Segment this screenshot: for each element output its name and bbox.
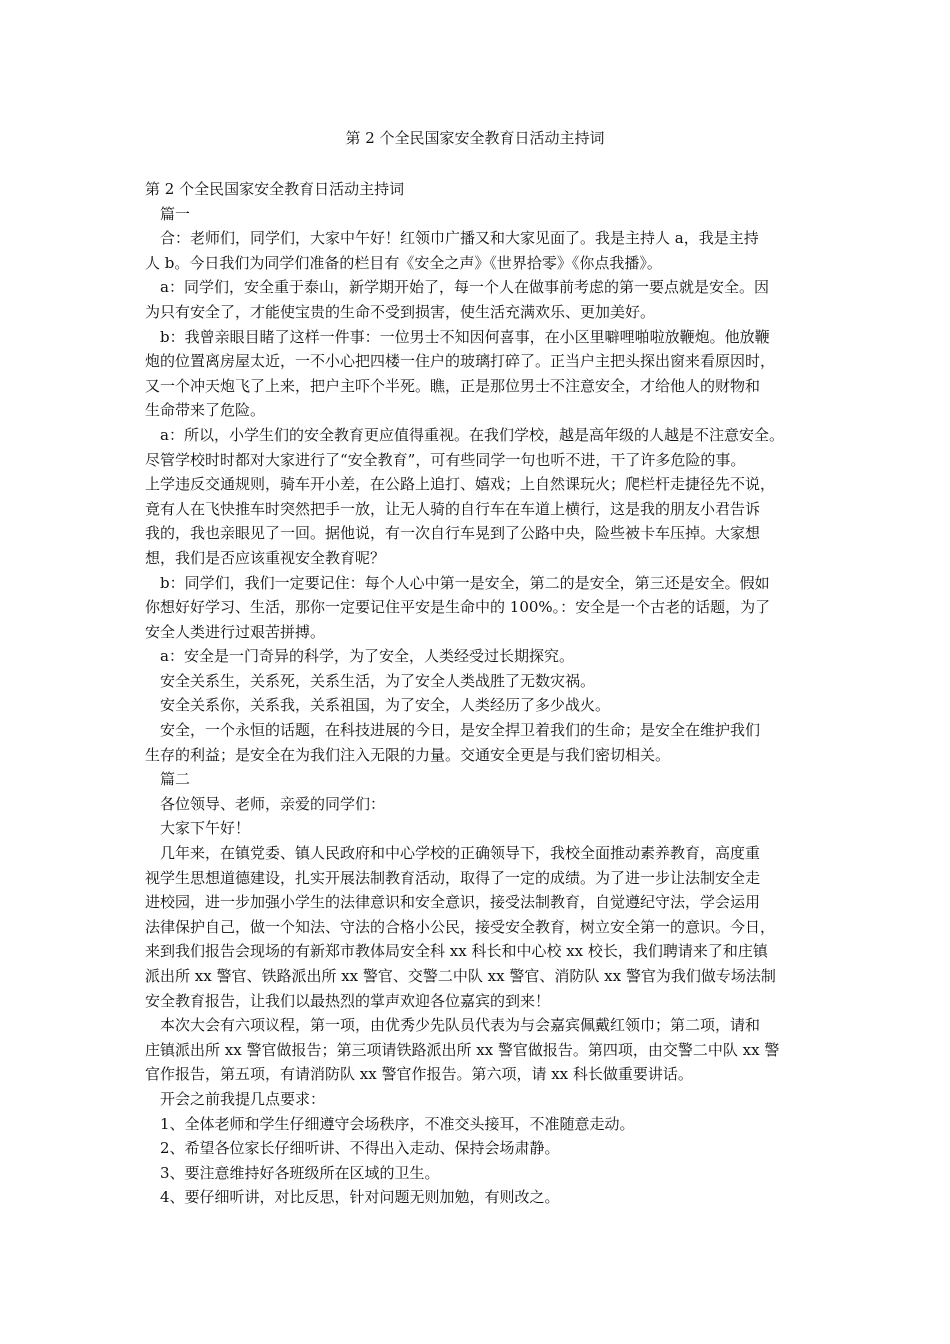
text-line: 4、要仔细听讲，对比反思，针对问题无则加勉，有则改之。 xyxy=(145,1188,560,1207)
text-line: 庄镇派出所 xx 警官做报告；第三项请铁路派出所 xx 警官做报告。第四项，由交警二中队 xx 警 xyxy=(145,1040,780,1059)
text-line: 几年来，在镇党委、镇人民政府和中心学校的正确领导下，我校全面推动素养教育，高度重 xyxy=(145,844,761,863)
text-line: 安全教育报告，让我们以最热烈的掌声欢迎各位嘉宾的到来！ xyxy=(145,991,551,1010)
text-line: 生存的利益；是安全在为我们注入无限的力量。交通安全更是与我们密切相关。 xyxy=(145,745,671,764)
text-line: 上学违反交通规则，骑车开小差，在公路上追打、嬉戏；上自然课玩火；爬栏杆走捷径先不说， xyxy=(145,475,776,494)
text-line: 安全关系你，关系我，关系祖国，为了安全，人类经历了多少战火。 xyxy=(145,696,611,715)
text-line: 视学生思想道德建设，扎实开展法制教育活动，取得了一定的成绩。为了进一步让法制安全走 xyxy=(145,868,761,887)
text-line: 篇一 xyxy=(145,204,191,223)
text-line: 人 b。今日我们为同学们准备的栏目有《安全之声》《世界拾零》《你点我播》。 xyxy=(145,253,662,272)
text-line: a：同学们，安全重于泰山，新学期开始了，每一个人在做事前考虑的第一要点就是安全。因 xyxy=(145,278,769,297)
text-line: b：同学们，我们一定要记住：每个人心中第一是安全，第二的是安全，第三还是安全。假如 xyxy=(145,573,770,592)
text-line: 炮的位置离房屋太近，一不小心把四楼一住户的玻璃打碎了。正当户主把头探出窗来看原因时， xyxy=(145,352,776,371)
text-line: 派出所 xx 警官、铁路派出所 xx 警官、交警二中队 xx 警官、消防队 xx 警官为我们做专场法制 xyxy=(145,967,776,985)
text-line: a：所以，小学生们的安全教育更应值得重视。在我们学校，越是高年级的人越是不注意安全。 xyxy=(145,425,784,444)
text-line: 安全，一个永恒的话题，在科技进展的今日，是安全捍卫着我们的生命；是安全在维护我们 xyxy=(145,721,761,740)
text-line: 尽管学校时时都对大家进行了“安全教育”，可有些同学一句也听不进，干了许多危险的事。 xyxy=(145,450,746,469)
text-line: 大家下午好！ xyxy=(145,819,251,838)
text-line: 为只有安全了，才能使宝贵的生命不受到损害，使生活充满欢乐、更加美好。 xyxy=(145,302,656,321)
text-line: 来到我们报告会现场的有新郑市教体局安全科 xx 科长和中心校 xx 校长，我们聘请来了和庄镇 xyxy=(145,942,768,961)
text-line: 合：老师们，同学们，大家中午好！红领巾广播又和大家见面了。我是主持人 a，我是主持 xyxy=(145,229,759,248)
text-line: 1、全体老师和学生仔细遵守会场秩序，不准交头接耳，不准随意走动。 xyxy=(145,1114,635,1133)
text-line: 3、要注意维持好各班级所在区域的卫生。 xyxy=(145,1163,440,1182)
document-subtitle: 第 2 个全民国家安全教育日活动主持词 xyxy=(145,180,405,198)
text-line: 法律保护自己，做一个知法、守法的合格小公民，接受安全教育，树立安全第一的意识。今日， xyxy=(145,917,776,936)
text-line: 官作报告，第五项，有请消防队 xx 警官作报告。第六项，请 xx 科长做重要讲话。 xyxy=(145,1065,693,1084)
text-line: 我的，我也亲眼见了一回。据他说，有一次自行车晃到了公路中央，险些被卡车压掉。大家想 xyxy=(145,524,761,543)
document-title: 第 2 个全民国家安全教育日活动主持词 xyxy=(345,129,605,147)
text-line: b：我曾亲眼目睹了这样一件事：一位男士不知因何喜事，在小区里噼哩啪啦放鞭炮。他放鞭 xyxy=(145,327,770,346)
text-line: 想，我们是否应该重视安全教育呢？ xyxy=(145,548,386,567)
text-line: 各位领导、老师，亲爱的同学们： xyxy=(145,794,386,813)
text-line: 篇二 xyxy=(145,770,191,789)
text-line: 2、希望各位家长仔细听讲、不得出入走动、保持会场肃静。 xyxy=(145,1139,560,1158)
text-line: 又一个冲天炮飞了上来，把户主吓个半死。瞧，正是那位男士不注意安全，才给他人的财物和 xyxy=(145,376,761,395)
text-line: 安全关系生，关系死，关系生活，为了安全人类战胜了无数灾祸。 xyxy=(145,671,596,690)
text-line: 本次大会有六项议程，第一项，由优秀少先队员代表为与会嘉宾佩戴红领巾；第二项，请和 xyxy=(145,1016,761,1035)
text-line: 进校园，进一步加强小学生的法律意识和安全意识，接受法制教育，自觉遵纪守法，学会运用 xyxy=(145,893,761,912)
text-line: 开会之前我提几点要求： xyxy=(145,1089,326,1108)
text-line: 生命带来了危险。 xyxy=(145,401,266,420)
document-body xyxy=(145,177,825,1210)
text-line: a：安全是一门奇异的科学，为了安全，人类经受过长期探究。 xyxy=(145,647,574,666)
text-line: 你想好好学习、生活，那你一定要记住平安是生命中的 100%。：安全是一个古老的话题，为了 xyxy=(145,598,771,617)
text-line: 安全人类进行过艰苦拼搏。 xyxy=(145,622,326,641)
text-line: 竟有人在飞快推车时突然把手一放，让无人骑的自行车在车道上横行，这是我的朋友小君告诉 xyxy=(145,499,761,518)
